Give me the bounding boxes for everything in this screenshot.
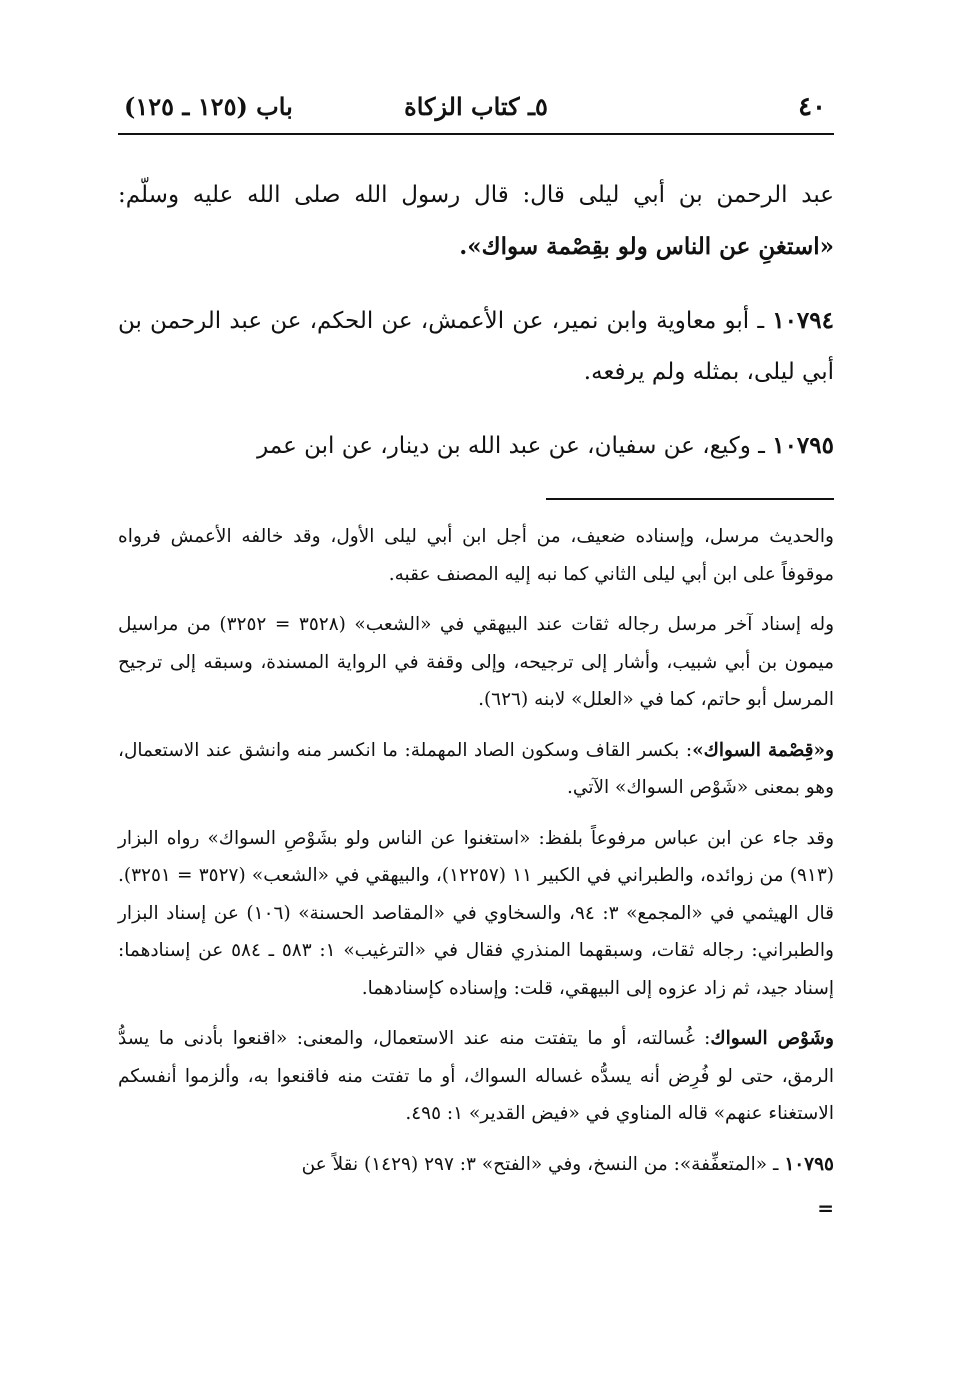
- hadith-text: ـ أبو معاوية وابن نمير، عن الأعمش، عن الحكم، عن عبد الرحمن بن أبي ليلى، بمثله ولم يرفعه.: [118, 308, 834, 385]
- hadith-paragraph-10794: [118, 295, 834, 398]
- footnote-paragraph: [118, 732, 834, 807]
- footnote-text: : بكسر القاف وسكون الصاد المهملة: ما انكسر منه وانشق عند الاستعمال، وهو بمعنى «شَوْص السواك» الآتي.: [118, 739, 834, 798]
- continuation-mark: =: [817, 1196, 834, 1220]
- footnote-paragraph: [118, 1020, 834, 1133]
- hadith-quote: «استغنِ عن الناس ولو بقِصْمة سواك».: [459, 233, 834, 260]
- hadith-paragraph-1: [118, 170, 834, 273]
- footnote-paragraph: وله إسناد آخر مرسل رجاله ثقات عند البيهقي في «الشعب» (٣٥٢٨ = ٣٢٥٢) من مراسيل ميمون بن أبي شبيب، وأشار إلى ترجيحه، وإلى وقفة في الرواية المسندة، وسبقه إلى ترجيح المرسل أبو حاتم، كما في «العلل» لابنه (٦٢٦).: [118, 614, 835, 710]
- header-rule: [118, 133, 834, 135]
- footnotes: [118, 518, 834, 1220]
- footnote-separator: [546, 498, 834, 500]
- page-number: ٤٠: [798, 92, 826, 122]
- footnote-paragraph: والحديث مرسل، وإسناده ضعيف، من أجل ابن أبي ليلى الأول، وقد خالفه الأعمش فرواه موقوفاً على ابن أبي ليلى الثاني كما نبه إليه المصنف عقبه.: [118, 526, 834, 585]
- hadith-number: ١٠٧٩٥: [772, 432, 834, 459]
- hadith-number: ١٠٧٩٤: [772, 307, 834, 334]
- footnote-text: : غُسالته، أو ما يتفتت منه عند الاستعمال، والمعنى: «اقنعوا بأدنى ما يسدُّ الرمق، حتى لو فُرِض أنه يسدُّه غساله السواك، أو ما تفتت منه فاقنعوا به، وألزموا أنفسكم الاستغناء عنهم» قاله المناوي في «فيض القدير» ١: ٤٩٥.: [118, 1028, 834, 1124]
- footnote-number: ١٠٧٩٥: [784, 1153, 834, 1175]
- book-title: ٥ـ كتاب الزكاة: [404, 92, 548, 121]
- chapter-reference: باب (١٢٥ ـ ١٢٥): [124, 92, 293, 121]
- hadith-paragraph-10795: [118, 420, 834, 472]
- running-header: [118, 88, 834, 128]
- footnote-text: ـ «المتعفِّفة»: من النسخ، وفي «الفتح» ٣: ٢٩٧ (١٤٢٩) نقلاً عن: [301, 1153, 779, 1175]
- footnote-term: وشَوْص السواك: [710, 1028, 834, 1049]
- footnote-paragraph: [118, 1146, 834, 1184]
- hadith-text: عبد الرحمن بن أبي ليلى قال: قال رسول الله صلى الله عليه وسلّم:: [118, 182, 834, 208]
- main-text: [118, 170, 834, 494]
- footnote-term: و«قِصْمة السواك»: [692, 739, 834, 761]
- hadith-text: ـ وكيع، عن سفيان، عن عبد الله بن دينار، عن ابن عمر: [257, 433, 765, 459]
- footnote-paragraph: وقد جاء عن ابن عباس مرفوعاً بلفظ: «استغنوا عن الناس ولو بشَوْصِ السواك» رواه البزار (٩١٣) من زوائده، والطبراني في الكبير ١١ (١٢٢٥٧)، والبيهقي في «الشعب» (٣٥٢٧ = ٣٢٥١). قال الهيثمي في «المجمع» ٣: ٩٤، والسخاوي في «المقاصد الحسنة» (١٠٦) عن إسناد البزار والطبراني: رجاله ثقات، وسبقهما المنذري فقال في «الترغيب» ١: ٥٨٣ ـ ٥٨٤ عن إسنادهما: إسناد جيد، ثم زاد عزوه إلى البيهقي، قلت: وإسناده كإسنادهما.: [118, 827, 834, 999]
